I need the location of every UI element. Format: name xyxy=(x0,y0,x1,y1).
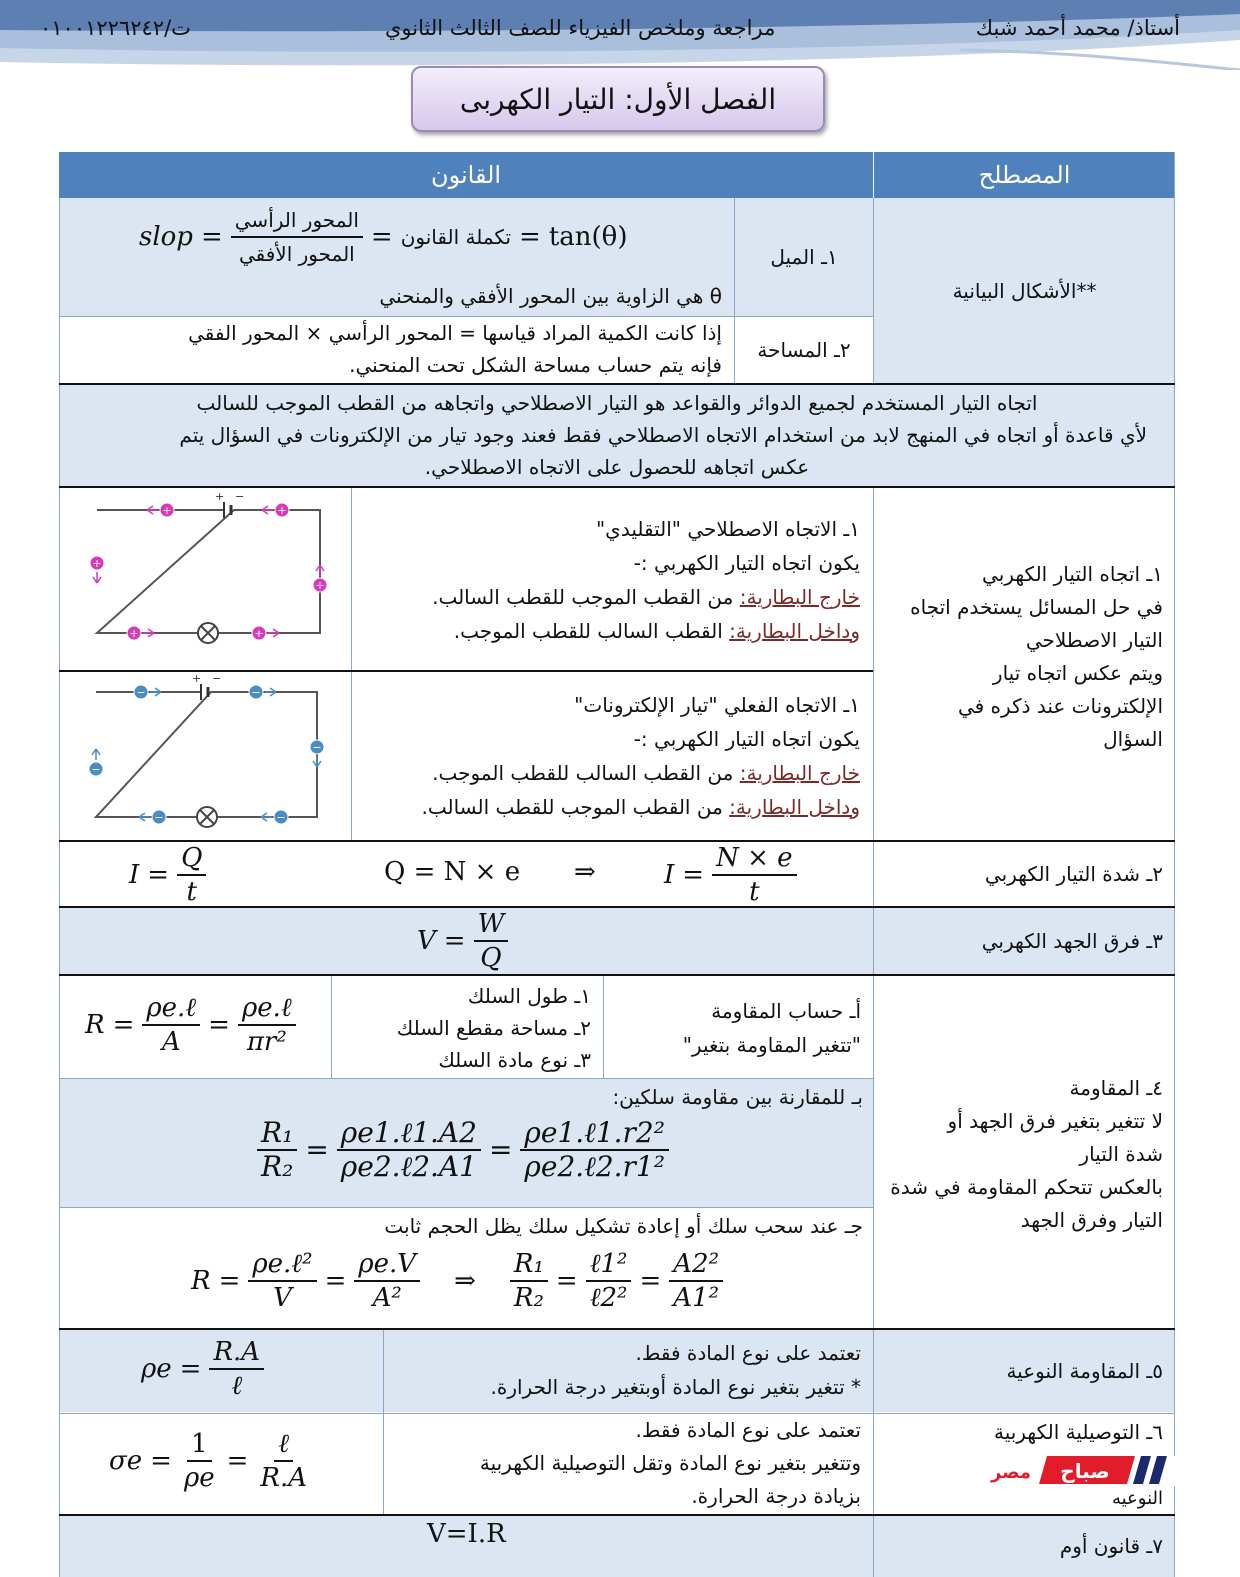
ra-d2: πr² xyxy=(246,1027,287,1057)
ra-n1: ρe.ℓ xyxy=(142,992,200,1026)
sigma-n2: ℓ xyxy=(274,1428,293,1462)
rb-d0: R₂ xyxy=(261,1150,294,1183)
resistance-term-line: بالعكس تتحكم المقاومة في شدة xyxy=(890,1175,1163,1199)
resistivity-formula: ρe = $\frac{R.A}{\text{ℓ}}$ xyxy=(141,1336,264,1402)
rc-arrow: ⇒ xyxy=(454,1266,476,1296)
f1-den: t xyxy=(186,877,197,906)
rc-n1: ρe.ℓ² xyxy=(248,1248,316,1282)
resistance-a-title: أـ حساب المقاومة xyxy=(711,999,861,1023)
f3-den: t xyxy=(749,877,760,906)
direction-term xyxy=(874,488,1175,840)
area-label: ٢ـ المساحة xyxy=(735,317,873,383)
sigma-d2: R.A xyxy=(260,1463,308,1493)
note-line2: لأي قاعدة أو اتجاه في المنهج لابد من استخدام الاتجاه الاصطلاحي فقط فعند وجود تيار من الإلكترونات في السؤال يتم xyxy=(179,423,1147,447)
voltage-formula: V = $\frac{W}{Q}$ xyxy=(417,908,508,974)
resistance-c-formula: R = $\frac{\text{ρe.ℓ²}}{V}$ = $\frac{\rho e.V}{\text{A²}}$ ⇒ $\frac{\text{R₁}}{\text{R₂}}$ = $\frac{\text{ℓ1²}}{\text{ℓ2²}}$ = $\frac{\text{A2²}}{\text{A1²}}$ xyxy=(191,1248,723,1314)
rho-den: ℓ xyxy=(231,1371,243,1401)
resistance-term-line: لا تتغير بتغير فرق الجهد أو xyxy=(947,1109,1163,1133)
resistance-term xyxy=(874,976,1175,1328)
slope-lhs: slop xyxy=(139,222,193,252)
charge-arrow xyxy=(147,506,158,514)
actual-line2: يكون اتجاه التيار الكهربي :- xyxy=(633,727,860,751)
rb-d2: ρe2.ℓ2.r1² xyxy=(524,1150,665,1183)
resistivity-formula-cell xyxy=(59,1330,383,1412)
rc-d3: R₂ xyxy=(513,1283,544,1313)
teacher-name: أستاذ/ محمد أحمد شبك xyxy=(975,16,1180,40)
summary-table xyxy=(59,152,1175,1577)
slope-den: المحور الأفقي xyxy=(238,242,355,266)
rc-d4: ℓ2² xyxy=(589,1283,628,1313)
conventional-inside xyxy=(352,614,860,648)
actual-inside xyxy=(352,790,860,824)
divider xyxy=(59,316,873,317)
actual-text xyxy=(352,688,872,838)
resistance-a-sub: "تتغير المقاومة بتغير" xyxy=(682,1033,861,1057)
inside-text: القطب السالب للقطب الموجب. xyxy=(453,619,730,643)
inside-text: من القطب الموجب للقطب السالب. xyxy=(421,795,730,819)
resistance-a-formula: R = $\frac{\text{ρe.ℓ}}{A}$ = $\frac{\text{ρe.ℓ}}{\text{πr²}}$ xyxy=(85,992,296,1058)
f1-num: Q xyxy=(177,842,206,876)
conductivity-term-line: النوعيه xyxy=(1111,1488,1163,1509)
conventional-outside xyxy=(352,580,860,614)
resistance-term-line: التيار وفرق الجهد xyxy=(1020,1208,1163,1232)
row-divider xyxy=(59,1514,1175,1516)
row-divider xyxy=(59,383,1175,385)
f3-num: N × e xyxy=(712,842,796,876)
ohm-cell xyxy=(59,1516,873,1577)
logo-brand2: مصر xyxy=(990,1462,1032,1483)
charge-sign: + xyxy=(92,557,102,570)
ohm-term: ٧ـ قانون أوم xyxy=(874,1516,1175,1577)
row-divider xyxy=(59,840,1175,842)
divider xyxy=(351,488,352,840)
charge-arrow xyxy=(262,506,273,514)
slope-mid: تكملة القانون xyxy=(400,225,512,249)
row-divider xyxy=(59,486,1175,488)
f3-lhs: I xyxy=(664,860,675,890)
intensity-formula-2 xyxy=(384,856,520,889)
charge-sign: − xyxy=(312,741,322,754)
sigma-lhs: σe xyxy=(109,1446,143,1476)
rc-n4: ℓ1² xyxy=(586,1248,632,1282)
slope-cell xyxy=(59,198,734,316)
ra-d1: A xyxy=(161,1027,181,1057)
conventional-text xyxy=(352,512,872,672)
conventional-circuit-diagram xyxy=(79,490,349,648)
resistance-b-formula: $\frac{\text{R₁}}{\text{R₂}}$ = $\frac{\text{ρe1.ℓ1.A2}}{\text{ρe2.ℓ2.A1}}$ = $\frac{\text{ρe1.ℓ1.r2²}}{\text{ρe2.ℓ2.r1²}}$ xyxy=(257,1117,669,1183)
charge-sign: + xyxy=(254,627,264,640)
charge-sign: + xyxy=(129,627,139,640)
page-header xyxy=(0,0,1240,70)
charge-arrow xyxy=(143,629,154,637)
circuit-wire xyxy=(97,510,320,633)
slope-formula: slop = $\frac{\text{المحور الرأسي}}{\text{المحور الأفقي}}$ = تكملة القانون = tan(θ) xyxy=(139,204,627,270)
divider xyxy=(383,1330,384,1514)
note-line1: اتجاه التيار المستخدم لجميع الدوائر والقواعد هو التيار الاصطلاحي واتجاهه من القطب الموجب للسالب xyxy=(196,391,1038,415)
intensity-formula-3: I = $\frac{N \times e}{t}$ xyxy=(664,842,797,906)
rb-n2: ρe1.ℓ1.r2² xyxy=(520,1117,669,1151)
resistance-a-cell xyxy=(604,976,873,1078)
rc-lhs: R xyxy=(191,1266,211,1296)
divider xyxy=(603,976,604,1078)
resistance-c-cell xyxy=(59,1208,873,1328)
slope-note: θ هي الزاوية بين المحور الأفقي والمنحني xyxy=(379,284,722,308)
divider xyxy=(59,1207,873,1208)
direction-term-line: في حل المسائل يستخدم اتجاه xyxy=(910,595,1163,619)
direction-term-line: الإلكترونات عند ذكره في xyxy=(957,694,1163,718)
inside-label: وداخل البطارية: xyxy=(729,619,860,643)
rb-d1: ρe2.ℓ2.A1 xyxy=(340,1150,477,1183)
resistance-b-title: بـ للمقارنة بين مقاومة سلكين: xyxy=(612,1085,863,1109)
convention-note xyxy=(59,385,1175,486)
charge-sign: + xyxy=(162,504,172,517)
divider xyxy=(873,198,874,383)
divider xyxy=(1174,152,1175,1577)
charge-sign: − xyxy=(276,811,286,824)
resistivity-line1: تعتمد على نوع المادة فقط. xyxy=(635,1341,861,1365)
arrow: ⇒ xyxy=(574,857,596,887)
outside-text: من القطب السالب للقطب الموجب. xyxy=(432,761,740,785)
conductivity-text xyxy=(384,1414,873,1514)
v-lhs: V xyxy=(417,926,436,956)
col-term-header: المصطلح xyxy=(874,152,1175,198)
col-law-header: القانون xyxy=(59,152,873,198)
direction-term-line: ويتم عكس اتجاه تيار xyxy=(992,661,1163,685)
rc-n2: ρe.V xyxy=(354,1248,420,1282)
rho-lhs: ρe xyxy=(141,1354,172,1384)
header-subject: مراجعة وملخص الفيزياء للصف الثالث الثانوي xyxy=(385,16,776,40)
note-line3: عكس اتجاهه للحصول على الاتجاه الاصطلاحي. xyxy=(424,455,810,479)
resistivity-term: ٥ـ المقاومة النوعية xyxy=(874,1330,1175,1412)
charge-arrow xyxy=(268,629,279,637)
conductivity-formula-cell xyxy=(59,1414,383,1514)
intensity-formula-1: I = $\frac{Q}{t}$ xyxy=(129,842,206,906)
inside-label: وداخل البطارية: xyxy=(729,795,860,819)
divider xyxy=(59,1413,1175,1414)
chapter-title: الفصل الأول: التيار الكهربى xyxy=(411,66,825,132)
area-cell xyxy=(59,317,734,383)
resistivity-text xyxy=(384,1330,873,1412)
direction-term-line: ١ـ اتجاه التيار الكهربي xyxy=(982,562,1163,586)
f1-lhs: I xyxy=(129,860,140,890)
direction-term-line: السؤال xyxy=(1103,727,1163,751)
graphs-term xyxy=(874,198,1175,383)
rb-n1: ρe1.ℓ1.A2 xyxy=(337,1117,481,1151)
r-lhs: R xyxy=(85,1010,105,1040)
rc-d5: A1² xyxy=(673,1283,720,1313)
slope-rhs: tan(θ) xyxy=(548,222,628,252)
row-divider xyxy=(59,670,873,672)
divider xyxy=(331,976,332,1078)
charge-arrow xyxy=(316,565,324,576)
battery-plus: + xyxy=(215,490,225,503)
rb-n0: R₁ xyxy=(257,1117,297,1151)
charge-sign: − xyxy=(136,686,146,699)
actual-outside xyxy=(352,756,860,790)
conductivity-formula: σe = $\frac{1}{\rho e}$ = $\frac{\text{ℓ}}{R.A}$ xyxy=(109,1428,311,1494)
charge-sign: + xyxy=(315,579,325,592)
f2: Q = N × e xyxy=(384,857,521,887)
actual-title: ١ـ الاتجاه الفعلي "تيار الإلكترونات" xyxy=(574,693,860,717)
charge-sign: + xyxy=(277,504,287,517)
voltage-cell xyxy=(59,908,873,974)
row-divider xyxy=(59,974,1175,976)
resistance-c-title: جـ عند سحب سلك أو إعادة تشكيل سلك يظل الحجم ثابت xyxy=(384,1214,863,1238)
outside-label: خارج البطارية: xyxy=(739,585,860,609)
conductivity-line3: بزيادة درجة الحرارة. xyxy=(691,1484,861,1508)
rc-n5: A2² xyxy=(669,1248,723,1282)
resistance-b-cell xyxy=(59,1079,873,1207)
graphs-term-text: **الأشكال البيانية xyxy=(952,278,1097,303)
resistance-a-formula-cell xyxy=(59,976,331,1078)
charge-sign: − xyxy=(154,811,164,824)
row-divider xyxy=(59,1328,1175,1330)
conductivity-term-line: ٦ـ التوصيلية الكهربية xyxy=(993,1420,1163,1444)
area-line2: فإنه يتم حساب مساحة الشكل تحت المنحني. xyxy=(349,353,722,377)
rho-num: R.A xyxy=(209,1336,264,1370)
factor-item: ٢ـ مساحة مقطع السلك xyxy=(396,1016,591,1040)
voltage-term: ٣ـ فرق الجهد الكهربي xyxy=(874,908,1175,974)
slope-fraction xyxy=(231,204,363,270)
row-divider xyxy=(59,906,1175,908)
rc-n3: R₁ xyxy=(510,1248,548,1282)
outside-text: من القطب الموجب للقطب السالب. xyxy=(432,585,740,609)
factor-item: ١ـ طول السلك xyxy=(467,984,591,1008)
slope-label: ١ـ الميل xyxy=(735,198,873,316)
rc-d2: A² xyxy=(372,1283,402,1313)
area-line1: إذا كانت الكمية المراد قياسها = المحور الرأسي × المحور الفقي xyxy=(188,321,722,345)
logo-brand1: صباح xyxy=(1060,1459,1110,1483)
lamp-icon xyxy=(198,623,218,643)
electron-circuit-diagram xyxy=(81,672,349,834)
direction-term-line: التيار الاصطلاحي xyxy=(1025,628,1163,652)
lamp-icon xyxy=(197,807,217,827)
outside-label: خارج البطارية: xyxy=(739,761,860,785)
ra-n2: ρe.ℓ xyxy=(238,992,296,1026)
conventional-line2: يكون اتجاه التيار الكهربي :- xyxy=(633,551,860,575)
charge-sign: − xyxy=(91,763,101,776)
v-num: W xyxy=(474,908,509,942)
v-den: Q xyxy=(480,943,502,973)
sigma-n1: 1 xyxy=(187,1428,212,1462)
battery-plus: + xyxy=(192,672,202,685)
resistance-term-line: ٤ـ المقاومة xyxy=(1069,1076,1163,1100)
intensity-cell xyxy=(59,842,873,906)
divider xyxy=(59,198,60,1577)
divider xyxy=(59,1078,873,1079)
divider xyxy=(734,198,735,383)
sigma-d1: ρe xyxy=(183,1463,215,1493)
phone-number: ت/٠١٠٠١٢٢٦٢٤٢ xyxy=(40,16,191,40)
slope-num: المحور الرأسي xyxy=(231,204,363,238)
ohm-formula: V=I.R xyxy=(427,1519,506,1549)
watermark-logo xyxy=(985,1452,1177,1488)
resistance-term-line: شدة التيار xyxy=(1079,1142,1163,1166)
intensity-term: ٢ـ شدة التيار الكهربي xyxy=(984,862,1163,886)
rc-d1: V xyxy=(273,1283,292,1313)
intensity-arrow xyxy=(574,856,596,889)
resistivity-line2: * تتغير بتغير نوع المادة أوبتغير درجة الحرارة. xyxy=(490,1375,861,1399)
charge-sign: − xyxy=(251,686,261,699)
charge-arrow xyxy=(93,572,101,583)
battery-minus: − xyxy=(212,672,222,685)
factor-item: ٣ـ نوع مادة السلك xyxy=(438,1048,591,1072)
battery-minus: − xyxy=(235,490,245,503)
conductivity-line1: تعتمد على نوع المادة فقط. xyxy=(635,1418,861,1442)
conductivity-line2: وتتغير بتغير نوع المادة وتقل التوصيلية الكهربية xyxy=(479,1451,861,1475)
conventional-title: ١ـ الاتجاه الاصطلاحي "التقليدي" xyxy=(595,517,860,541)
resistance-factors xyxy=(332,976,603,1078)
